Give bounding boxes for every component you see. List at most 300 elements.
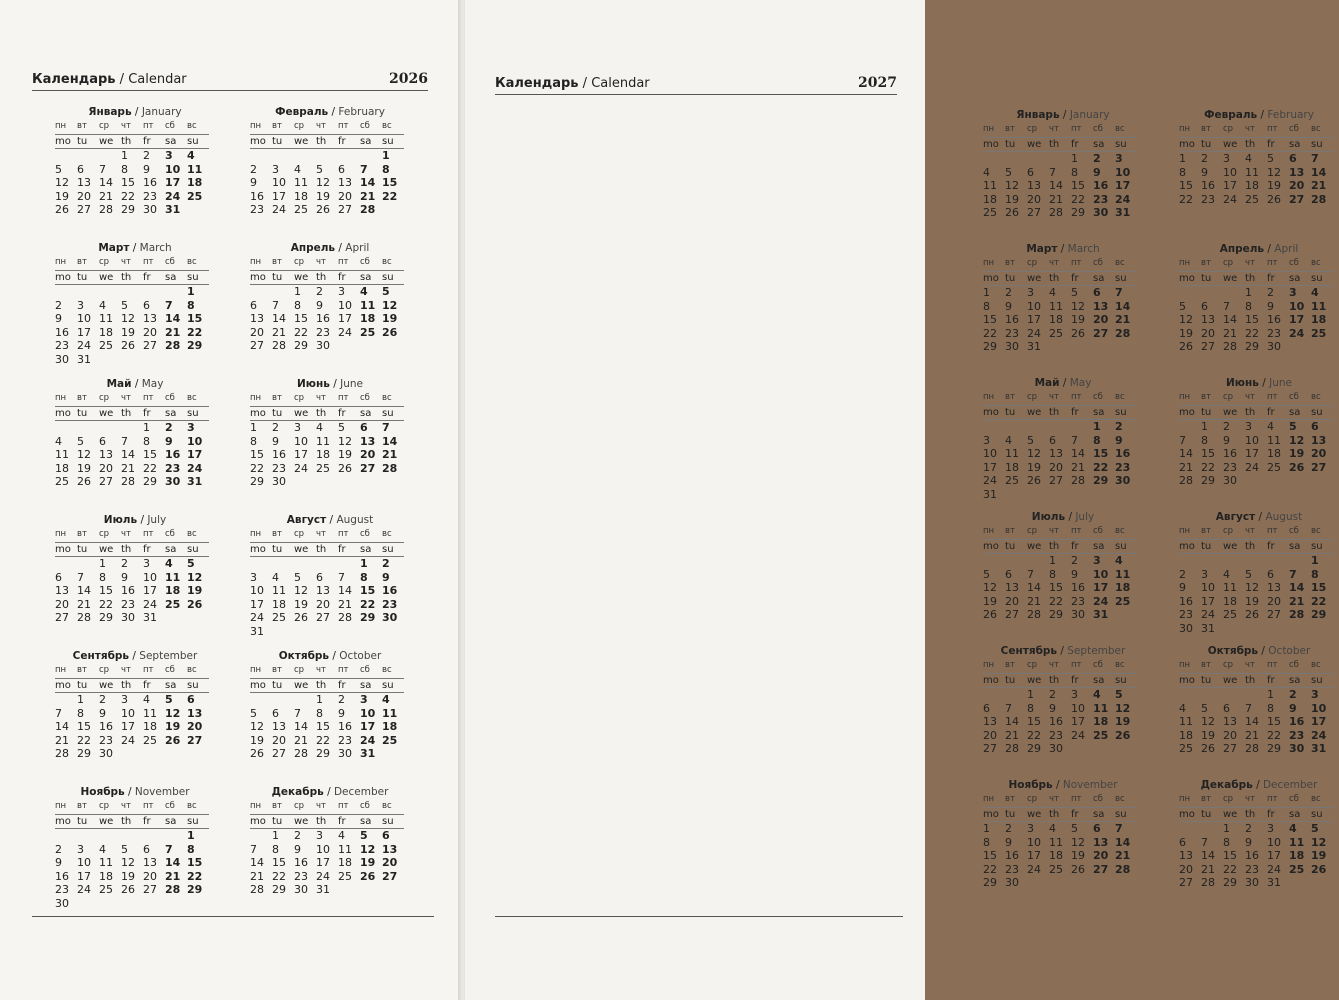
day-cell: 23 xyxy=(121,597,135,611)
day-cell: 21 xyxy=(1179,460,1193,474)
day-cell: 31 xyxy=(1267,876,1281,889)
day-cell: 21 xyxy=(1071,460,1085,474)
day-cell: 24 xyxy=(1027,326,1041,340)
day-cell: 6 xyxy=(1267,567,1274,581)
day-cell: 26 xyxy=(1115,728,1131,742)
weekday-en: we xyxy=(99,270,121,285)
day-cell: 30 xyxy=(294,883,308,896)
weekday-en: fr xyxy=(338,406,360,421)
weekday-ru: пн xyxy=(1179,525,1201,539)
day-cell: 9 xyxy=(1267,299,1274,313)
day-cell: 13 xyxy=(1289,165,1305,179)
day-cell: 25 xyxy=(360,325,376,339)
day-cell: 23 xyxy=(1005,862,1019,876)
day-cell: 12 xyxy=(360,842,376,856)
day-cell: 19 xyxy=(1027,460,1041,474)
day-cell: 28 xyxy=(1027,608,1041,621)
weekday-ru: чт xyxy=(316,664,338,678)
day-cell: 11 xyxy=(983,179,997,192)
weekday-en: th xyxy=(316,678,338,693)
month-name: Июнь / June xyxy=(297,378,363,390)
day-cell: 3 xyxy=(250,570,257,584)
day-cell: 18 xyxy=(338,856,352,869)
day-cell: 25 xyxy=(272,611,286,624)
weekday-en: mo xyxy=(250,134,272,149)
day-cell: 26 xyxy=(316,203,330,216)
weekday-ru: вс xyxy=(1311,257,1333,271)
day-cell: 25 xyxy=(1049,862,1063,876)
weekday-ru: ср xyxy=(1223,123,1245,137)
month-name: Май / May xyxy=(1034,377,1092,389)
day-cell: 8 xyxy=(250,434,257,448)
weekday-en: su xyxy=(187,134,209,149)
weekday-en: mo xyxy=(250,270,272,285)
day-cell: 3 xyxy=(294,421,301,434)
weekday-ru: чт xyxy=(316,120,338,134)
weekday-en: mo xyxy=(1179,137,1201,152)
month-july xyxy=(983,510,1143,622)
weekday-ru: вт xyxy=(272,664,294,678)
day-cell: 3 xyxy=(165,149,173,162)
day-cell: 13 xyxy=(1179,849,1193,862)
day-cell: 22 xyxy=(983,862,997,876)
day-cell: 28 xyxy=(1005,742,1019,755)
weekday-ru: сб xyxy=(1289,391,1311,405)
header-title: Календарь / Calendar xyxy=(32,72,187,87)
weekday-en: su xyxy=(1115,807,1137,822)
weekday-ru: пт xyxy=(143,256,165,270)
weekday-ru: ср xyxy=(1223,257,1245,271)
weekday-ru: пт xyxy=(338,256,360,270)
weekday-ru: чт xyxy=(1245,525,1267,539)
weekday-en: fr xyxy=(143,814,165,829)
weekday-ru: пт xyxy=(1267,391,1289,405)
day-cell: 19 xyxy=(338,448,352,461)
day-cell: 14 xyxy=(250,856,264,869)
weekday-en: th xyxy=(1049,807,1071,822)
day-cell: 26 xyxy=(382,325,398,339)
weekday-ru: пн xyxy=(1179,793,1201,807)
month-april xyxy=(1179,242,1339,354)
day-cell: 27 xyxy=(382,869,398,883)
month-table xyxy=(1179,257,1333,354)
day-cell: 12 xyxy=(250,720,264,733)
weekday-en: fr xyxy=(1071,539,1093,554)
month-name: Сентябрь / September xyxy=(1000,645,1126,657)
day-cell: 19 xyxy=(77,461,91,475)
day-cell: 14 xyxy=(1311,165,1327,179)
day-cell: 22 xyxy=(143,461,157,475)
day-cell: 5 xyxy=(1179,299,1186,313)
day-cell: 18 xyxy=(294,189,308,203)
day-cell: 28 xyxy=(121,475,135,488)
weekday-en: th xyxy=(316,406,338,421)
weekday-ru: пн xyxy=(250,800,272,814)
weekday-ru: пт xyxy=(1267,525,1289,539)
day-cell: 17 xyxy=(77,869,91,883)
weekday-ru: вс xyxy=(1115,391,1137,405)
weekday-en: we xyxy=(1027,405,1049,420)
day-cell: 14 xyxy=(1115,835,1131,849)
month-name: Ноябрь / November xyxy=(80,786,190,798)
weekday-en: mo xyxy=(1179,539,1201,554)
day-cell: 17 xyxy=(1267,849,1281,862)
weekday-ru: пт xyxy=(338,528,360,542)
month-january xyxy=(983,108,1143,220)
weekday-en: su xyxy=(1115,405,1137,420)
day-cell: 11 xyxy=(272,584,286,597)
day-cell: 6 xyxy=(338,162,345,176)
weekday-en: we xyxy=(294,678,316,693)
month-september xyxy=(55,649,215,761)
day-cell: 19 xyxy=(1005,192,1019,206)
day-cell: 14 xyxy=(1049,179,1063,192)
day-cell: 10 xyxy=(1027,299,1041,313)
weekday-en: fr xyxy=(143,542,165,557)
day-cell: 4 xyxy=(272,570,279,584)
day-cell: 7 xyxy=(1115,286,1123,299)
day-cell: 24 xyxy=(165,189,181,203)
day-cell: 21 xyxy=(250,869,264,883)
weekday-en: mo xyxy=(55,814,77,829)
weekday-ru: пн xyxy=(55,528,77,542)
day-cell: 1 xyxy=(1071,152,1078,165)
day-cell: 6 xyxy=(250,298,257,312)
day-cell: 8 xyxy=(1311,567,1319,581)
weekday-ru: сб xyxy=(165,256,187,270)
header-year: 2027 xyxy=(858,75,897,91)
weekday-ru: вс xyxy=(1311,123,1333,137)
month-june xyxy=(250,377,410,489)
weekday-en: su xyxy=(187,270,209,285)
day-cell: 18 xyxy=(316,448,330,461)
weekday-en: tu xyxy=(1201,405,1223,420)
day-cell: 21 xyxy=(99,189,113,203)
day-cell: 4 xyxy=(1005,433,1012,447)
weekday-ru: ср xyxy=(1027,659,1049,673)
day-cell: 2 xyxy=(165,421,173,434)
month-table xyxy=(1179,793,1333,890)
day-cell: 12 xyxy=(338,434,352,448)
weekday-ru: чт xyxy=(316,528,338,542)
day-cell: 29 xyxy=(250,475,264,488)
day-cell: 17 xyxy=(360,720,376,733)
weekday-ru: вт xyxy=(77,664,99,678)
day-cell: 30 xyxy=(338,747,352,760)
weekday-en: sa xyxy=(1093,137,1115,152)
day-cell: 25 xyxy=(1049,326,1063,340)
day-cell: 6 xyxy=(1049,433,1056,447)
day-cell: 13 xyxy=(272,720,286,733)
day-cell: 18 xyxy=(1267,447,1281,460)
day-cell: 26 xyxy=(1179,340,1193,353)
weekday-ru: сб xyxy=(1093,525,1115,539)
weekday-ru: ср xyxy=(1027,391,1049,405)
day-cell: 21 xyxy=(1245,728,1259,742)
day-cell: 15 xyxy=(121,176,135,189)
header-year: 2026 xyxy=(389,71,428,87)
month-november xyxy=(55,785,215,910)
weekday-ru: чт xyxy=(1245,123,1267,137)
day-cell: 5 xyxy=(77,434,84,448)
day-cell: 30 xyxy=(382,611,398,624)
weekday-en: fr xyxy=(143,678,165,693)
weekday-en: th xyxy=(121,814,143,829)
day-cell: 9 xyxy=(1005,299,1012,313)
weekday-en: we xyxy=(1027,807,1049,822)
day-cell: 12 xyxy=(1267,165,1281,179)
day-cell: 4 xyxy=(1223,567,1230,581)
weekday-ru: чт xyxy=(1245,659,1267,673)
weekday-ru: сб xyxy=(1093,793,1115,807)
day-cell: 23 xyxy=(1049,728,1063,742)
day-cell: 19 xyxy=(983,594,997,608)
weekday-en: sa xyxy=(360,678,382,693)
weekday-en: fr xyxy=(1267,137,1289,152)
day-cell: 29 xyxy=(272,883,286,896)
day-cell: 26 xyxy=(360,869,376,883)
day-cell: 29 xyxy=(1223,876,1237,889)
day-cell: 30 xyxy=(1245,876,1259,889)
day-cell: 10 xyxy=(187,434,203,448)
weekday-en: we xyxy=(1027,137,1049,152)
day-cell: 11 xyxy=(99,312,113,325)
day-cell: 28 xyxy=(165,883,181,896)
day-cell: 1 xyxy=(1267,688,1274,701)
day-cell: 23 xyxy=(1289,728,1305,742)
day-cell: 2 xyxy=(338,693,345,706)
weekday-ru: ср xyxy=(294,120,316,134)
day-cell: 18 xyxy=(1289,849,1305,862)
day-cell: 2 xyxy=(1289,688,1297,701)
weekday-ru: чт xyxy=(316,392,338,406)
day-cell: 17 xyxy=(1027,313,1041,326)
weekday-ru: чт xyxy=(1245,793,1267,807)
month-table xyxy=(250,664,404,761)
weekday-ru: вт xyxy=(1201,793,1223,807)
day-cell: 10 xyxy=(1223,165,1237,179)
weekday-ru: чт xyxy=(121,528,143,542)
day-cell: 11 xyxy=(1115,567,1131,581)
day-cell: 1 xyxy=(1245,286,1252,299)
day-cell: 5 xyxy=(316,162,323,176)
day-cell: 10 xyxy=(360,706,376,720)
day-cell: 20 xyxy=(1049,460,1063,474)
day-cell: 27 xyxy=(1311,460,1327,474)
day-cell: 26 xyxy=(1005,206,1019,219)
day-cell: 28 xyxy=(250,883,264,896)
day-cell: 31 xyxy=(77,352,91,366)
day-cell: 9 xyxy=(1049,701,1056,715)
day-cell: 15 xyxy=(1311,581,1327,594)
day-cell: 29 xyxy=(121,203,135,216)
day-cell: 3 xyxy=(1289,286,1297,299)
month-table xyxy=(983,391,1137,501)
day-cell: 15 xyxy=(1027,715,1041,728)
weekday-ru: вс xyxy=(1115,257,1137,271)
day-cell: 16 xyxy=(1005,849,1019,862)
day-cell: 7 xyxy=(1223,299,1230,313)
weekday-ru: пт xyxy=(1071,659,1093,673)
day-cell: 13 xyxy=(143,312,157,325)
day-cell: 13 xyxy=(55,584,69,597)
day-cell: 19 xyxy=(382,312,398,325)
weekday-ru: ср xyxy=(294,800,316,814)
day-cell: 26 xyxy=(121,883,135,896)
day-cell: 29 xyxy=(360,611,376,624)
day-cell: 25 xyxy=(1311,326,1327,340)
weekday-ru: сб xyxy=(360,120,382,134)
weekday-en: fr xyxy=(1267,539,1289,554)
day-cell: 18 xyxy=(1245,179,1259,192)
day-cell: 3 xyxy=(983,433,990,447)
day-cell: 27 xyxy=(143,339,157,352)
day-cell: 27 xyxy=(55,611,69,624)
weekday-en: su xyxy=(382,134,404,149)
day-cell: 22 xyxy=(1027,728,1041,742)
day-cell: 7 xyxy=(99,162,106,176)
day-cell: 12 xyxy=(1005,179,1019,192)
month-table xyxy=(55,120,209,217)
day-cell: 8 xyxy=(1093,433,1101,447)
day-cell: 10 xyxy=(77,312,91,325)
weekday-ru: сб xyxy=(1093,391,1115,405)
day-cell: 21 xyxy=(1115,849,1131,862)
day-cell: 20 xyxy=(250,325,264,339)
month-table xyxy=(250,392,404,489)
weekday-ru: пн xyxy=(983,123,1005,137)
day-cell: 27 xyxy=(250,339,264,352)
day-cell: 6 xyxy=(1005,567,1012,581)
month-name: Апрель / April xyxy=(290,242,370,254)
weekday-en: fr xyxy=(1071,405,1093,420)
day-cell: 26 xyxy=(338,461,352,475)
day-cell: 20 xyxy=(338,189,352,203)
day-cell: 5 xyxy=(187,557,195,570)
day-cell: 21 xyxy=(382,448,398,461)
day-cell: 21 xyxy=(55,733,69,747)
weekday-ru: ср xyxy=(1027,123,1049,137)
day-cell: 20 xyxy=(316,597,330,611)
day-cell: 7 xyxy=(338,570,345,584)
day-cell: 11 xyxy=(1049,835,1063,849)
weekday-ru: ср xyxy=(1027,793,1049,807)
weekday-en: mo xyxy=(983,271,1005,286)
weekday-ru: пн xyxy=(1179,123,1201,137)
day-cell: 16 xyxy=(1093,179,1109,192)
day-cell: 27 xyxy=(1201,340,1215,353)
weekday-ru: вс xyxy=(382,256,404,270)
weekday-en: th xyxy=(1049,673,1071,688)
month-april xyxy=(250,241,410,353)
day-cell: 6 xyxy=(1311,420,1319,433)
weekday-en: th xyxy=(121,542,143,557)
day-cell: 7 xyxy=(1071,433,1078,447)
day-cell: 12 xyxy=(316,176,330,189)
day-cell: 9 xyxy=(55,856,62,869)
day-cell: 18 xyxy=(1223,594,1237,608)
weekday-ru: ср xyxy=(1223,659,1245,673)
day-cell: 24 xyxy=(77,339,91,352)
day-cell: 8 xyxy=(983,299,990,313)
day-cell: 23 xyxy=(55,883,69,896)
day-cell: 26 xyxy=(121,339,135,352)
month-name: Август / August xyxy=(1215,511,1303,523)
weekday-ru: вт xyxy=(272,120,294,134)
day-cell: 17 xyxy=(77,325,91,339)
day-cell: 10 xyxy=(1311,701,1327,715)
day-cell: 25 xyxy=(382,733,398,747)
weekday-ru: чт xyxy=(1245,391,1267,405)
day-cell: 24 xyxy=(272,203,286,216)
day-cell: 24 xyxy=(1267,862,1281,876)
weekday-ru: вс xyxy=(1115,659,1137,673)
day-cell: 16 xyxy=(143,176,157,189)
day-cell: 11 xyxy=(316,434,330,448)
weekday-ru: вс xyxy=(187,800,209,814)
weekday-en: we xyxy=(1223,807,1245,822)
weekday-en: mo xyxy=(983,137,1005,152)
day-cell: 12 xyxy=(1027,447,1041,460)
weekday-ru: вт xyxy=(77,392,99,406)
day-cell: 1 xyxy=(187,285,195,298)
day-cell: 10 xyxy=(983,447,997,460)
day-cell: 11 xyxy=(1049,299,1063,313)
day-cell: 26 xyxy=(187,597,203,611)
day-cell: 8 xyxy=(1223,835,1230,849)
weekday-ru: вт xyxy=(77,528,99,542)
day-cell: 7 xyxy=(55,706,62,720)
weekday-ru: вс xyxy=(1311,659,1333,673)
weekday-en: sa xyxy=(165,134,187,149)
weekday-ru: чт xyxy=(1049,525,1071,539)
weekday-en: sa xyxy=(360,814,382,829)
day-cell: 15 xyxy=(187,856,203,869)
day-cell: 31 xyxy=(143,611,157,624)
day-cell: 5 xyxy=(1005,165,1012,179)
weekday-ru: чт xyxy=(1049,659,1071,673)
weekday-ru: вс xyxy=(1115,793,1137,807)
day-cell: 16 xyxy=(1049,715,1063,728)
day-cell: 14 xyxy=(360,176,376,189)
day-cell: 26 xyxy=(1245,608,1259,621)
day-cell: 11 xyxy=(55,448,69,461)
day-cell: 12 xyxy=(983,581,997,594)
day-cell: 1 xyxy=(382,149,390,162)
day-cell: 1 xyxy=(187,829,195,842)
weekday-en: th xyxy=(1049,539,1071,554)
day-cell: 14 xyxy=(1071,447,1085,460)
day-cell: 31 xyxy=(983,487,997,501)
day-cell: 26 xyxy=(983,608,997,621)
day-cell: 15 xyxy=(1093,447,1109,460)
day-cell: 14 xyxy=(1245,715,1259,728)
day-cell: 15 xyxy=(272,856,286,869)
day-cell: 5 xyxy=(1201,701,1208,715)
day-cell: 2 xyxy=(143,149,150,162)
day-cell: 22 xyxy=(1071,192,1085,206)
day-cell: 6 xyxy=(983,701,990,715)
day-cell: 11 xyxy=(294,176,308,189)
weekday-en: mo xyxy=(55,542,77,557)
day-cell: 5 xyxy=(360,829,368,842)
weekday-en: su xyxy=(187,542,209,557)
day-cell: 4 xyxy=(360,285,368,298)
weekday-en: fr xyxy=(338,678,360,693)
day-cell: 12 xyxy=(165,706,181,720)
day-cell: 14 xyxy=(294,720,308,733)
day-cell: 21 xyxy=(165,869,181,883)
